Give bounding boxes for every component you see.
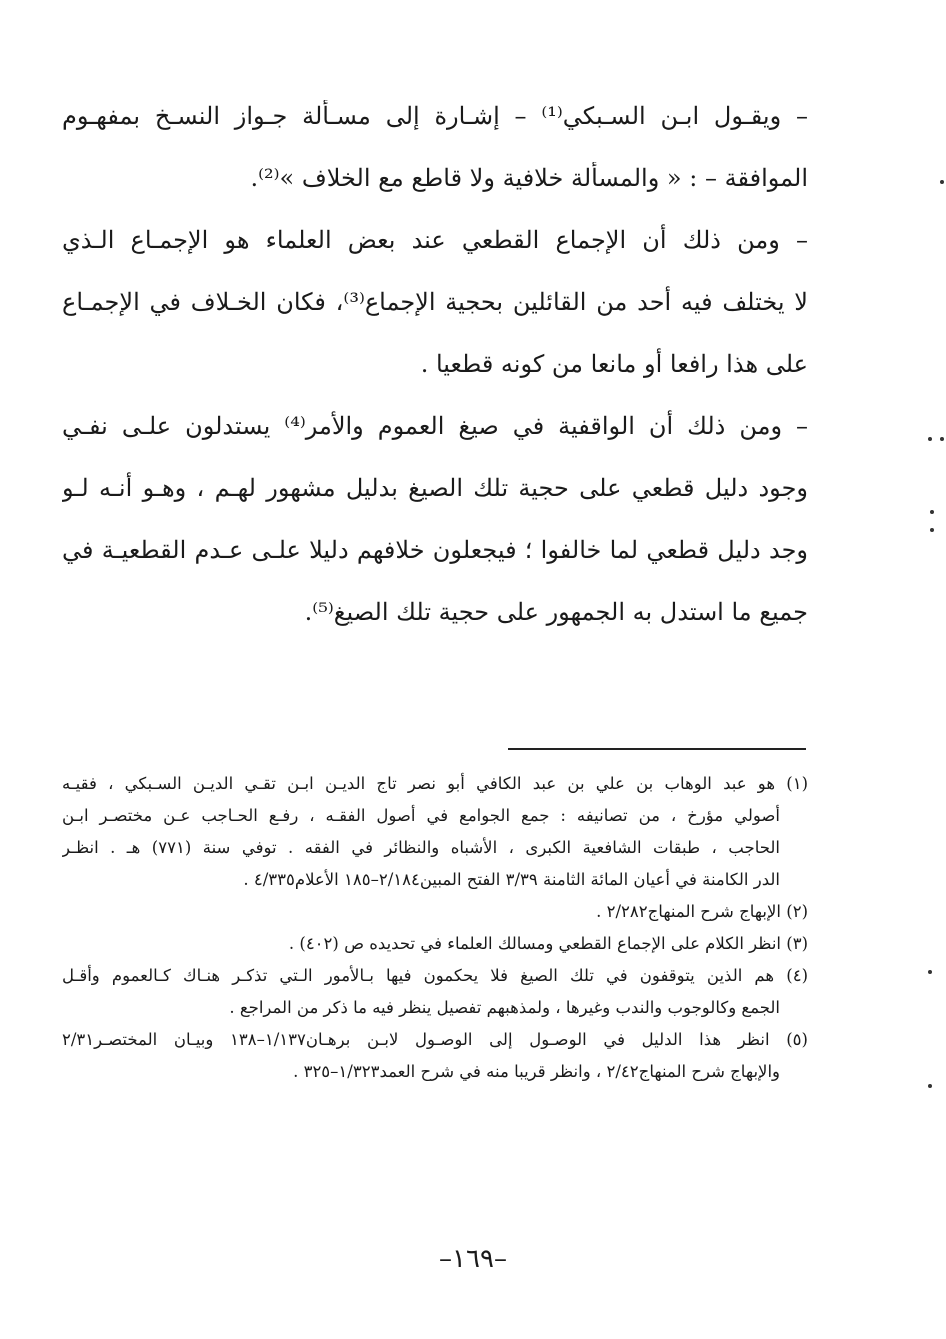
page-number: –١٦٩– [439,1244,507,1274]
footnotes [62,772,808,1092]
scan-speck [928,1084,932,1088]
footnote-line: (٢) الإبهاج شرح المنهاج٢/٢٨٢ . [596,902,808,921]
footnote-line: الحاجب ، طبقات الشافعية الكبرى ، الأشباه والنظائر في الفقه . توفي سنة (٧٧١) هـ . انظـر [62,838,780,857]
body-line: وجود دليل قطعي على حجية تلك الصيغ بدليل مشهور لهـم ، وهـو أنـه لـو [62,474,808,502]
scan-speck [940,180,944,184]
scan-speck [928,970,932,974]
main-text [62,100,808,658]
footnote-line: (٤) هم الذين يتوقفون في تلك الصيغ فلا يحكمون فيها بـالأمور الـتي تذكـر هنـاك كـالعموم وأقـل [62,966,808,985]
body-line: – ومن ذلك أن الواقفية في صيغ العموم والأمر⁽⁴⁾ يستدلون علـى نفـي [62,412,808,440]
scan-speck [930,510,934,514]
footnote-line: والإبهاج شرح المنهاج٢/٤٢ ، وانظر قريبا منه في شرح العمد١/٣٢٣–٣٢٥ . [293,1062,780,1081]
body-line: الموافقة – : « والمسألة خلافية ولا قاطع مع الخلاف »⁽²⁾. [250,164,808,192]
scan-speck [940,437,944,441]
footnote-line: الجمع وكالوجوب والندب وغيرها ، ولمذهبهم تفصيل ينظر فيه ما ذكر من المراجع . [229,998,780,1017]
body-line: لا يختلف فيه أحد من القائلين بحجية الإجماع⁽³⁾، فكان الخـلاف في الإجمـاع [62,288,808,316]
footnote-line: (٥) انظر هذا الدليل في الوصـول إلى الوصـول لابـن برهـان١/١٣٧–١٣٨ وبيـان المختصـر٢/٣١ [62,1030,808,1049]
footnote-line: (٣) انظر الكلام على الإجماع القطعي ومسالك العلماء في تحديده ص (٤٠٢) . [288,934,808,953]
scan-speck [928,437,932,441]
body-line: على هذا رافعا أو مانعا من كونه قطعيا . [420,350,808,378]
body-line: – ومن ذلك أن الإجماع القطعي عند بعض العلماء هو الإجمـاع الـذي [62,226,808,254]
footnote-divider [508,748,806,750]
footnote-line: (١) هو عبد الوهاب بن علي بن عبد الكافي أبو نصر تاج الديـن ابـن تقـي الديـن السـبكي ، فقيـه [62,774,808,793]
footnote-line: أصولي مؤرخ ، من تصانيفه : جمع الجوامع في أصول الفقـه ، رفـع الحـاجب عـن مختصـر ابـن [62,806,780,825]
body-line: وجد دليل قطعي لما خالفوا ؛ فيجعلون خلافهم دليلا علـى عـدم القطعيـة في [62,536,808,564]
body-line: – ويقـول ابـن السـبكي⁽¹⁾ – إشـارة إلى مسـألة جـواز النسـخ بمفهـوم [62,102,808,130]
body-line: جميع ما استدل به الجمهور على حجية تلك الصيغ⁽⁵⁾. [304,598,808,626]
footnote-line: الدر الكامنة في أعيان المائة الثامنة ٣/٣٩ الفتح المبين٢/١٨٤–١٨٥ الأعلام٤/٣٣٥ . [243,870,780,889]
scan-speck [930,528,934,532]
